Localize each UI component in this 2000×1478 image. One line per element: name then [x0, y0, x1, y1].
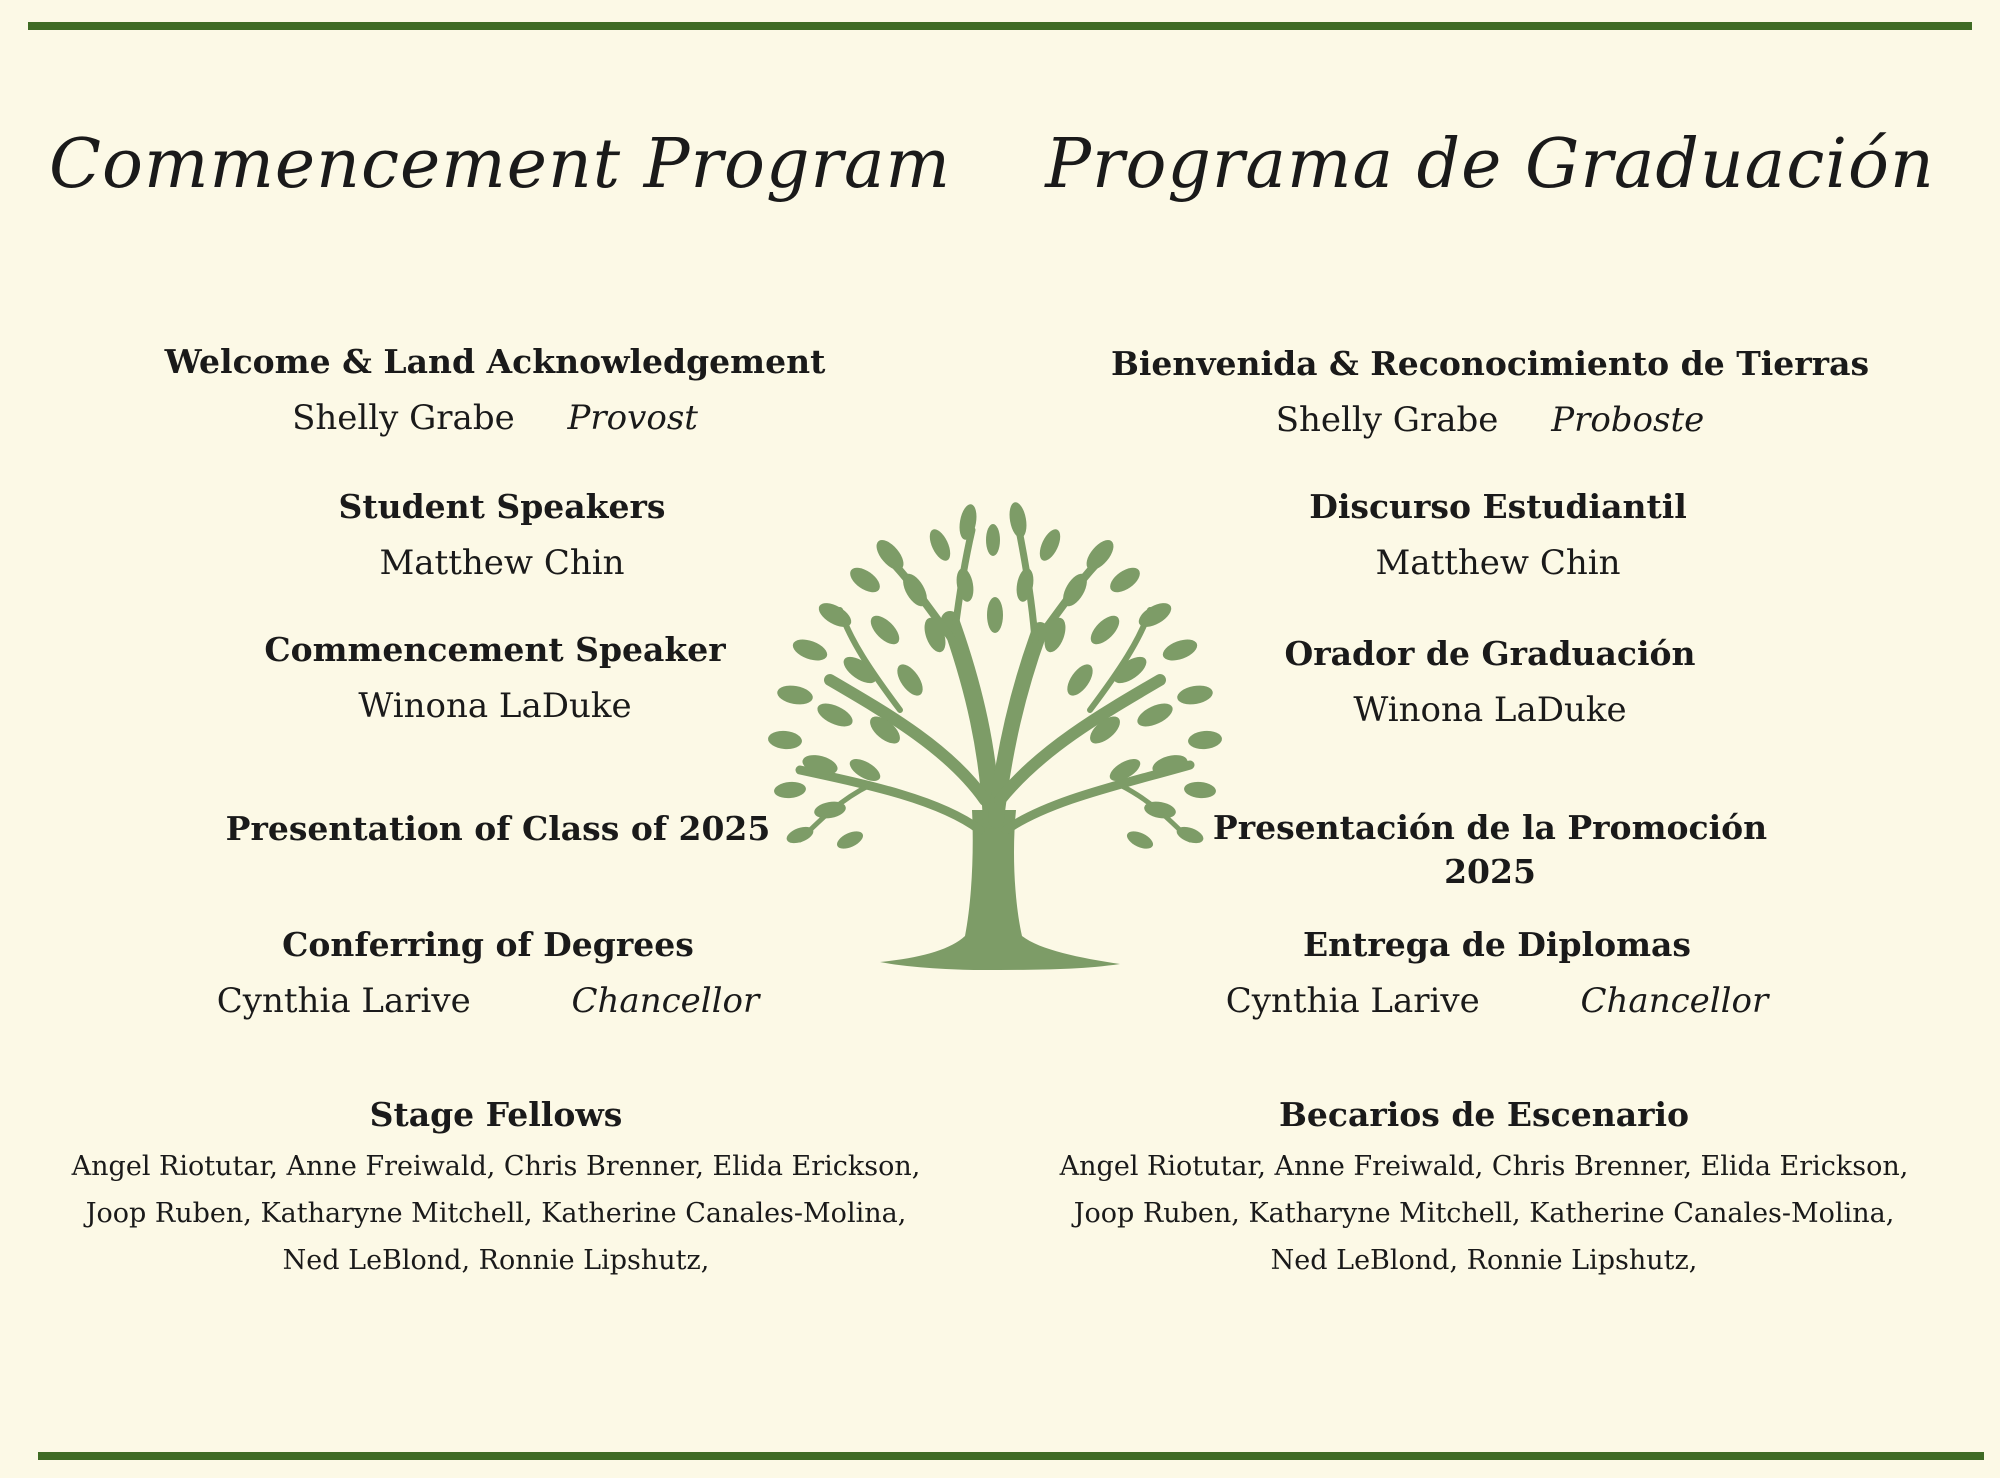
degrees-section-en — [217, 923, 759, 1025]
commencement-speaker-section-en — [264, 628, 725, 730]
student-speakers-heading-es: Discurso Estudiantil — [1309, 487, 1687, 526]
student-speakers-section-es — [1309, 485, 1687, 587]
stage-fellows-names-en — [72, 1143, 921, 1284]
commencement-speaker-person-en: Winona LaDuke — [358, 686, 632, 726]
student-speakers-section-en — [339, 485, 666, 587]
degrees-person-es: Cynthia Larive — [1225, 981, 1480, 1021]
welcome-role-en: Provost — [567, 398, 698, 438]
stage-fellows-line: Ned LeBlond, Ronnie Lipshutz, — [282, 1245, 710, 1276]
student-speaker-person-en: Matthew Chin — [379, 543, 625, 583]
stage-fellows-section-es — [1060, 1093, 1909, 1284]
presentation-section-es — [1213, 806, 1767, 894]
presentation-heading-en: Presentation of Class of 2025 — [225, 809, 771, 848]
degrees-speaker-es — [1226, 977, 1768, 1025]
stage-fellows-line: Joop Ruben, Katharyne Mitchell, Katherine Canales-Molina, — [85, 1198, 907, 1229]
commencement-speaker-heading-es: Orador de Graduación — [1284, 634, 1696, 673]
stage-fellows-line: Joop Ruben, Katharyne Mitchell, Katherine Canales-Molina, — [1073, 1198, 1895, 1229]
student-speakers-heading-en: Student Speakers — [338, 487, 666, 526]
degrees-heading-en: Conferring of Degrees — [282, 925, 694, 964]
presentation-heading-es-line1: Presentación de la Promoción — [1212, 808, 1768, 847]
welcome-section-es — [1111, 342, 1869, 444]
stage-fellows-names-es — [1060, 1143, 1909, 1284]
degrees-role-es: Chancellor — [1580, 981, 1769, 1021]
commencement-speaker-heading-en: Commencement Speaker — [264, 630, 726, 669]
welcome-speaker-es — [1111, 396, 1869, 444]
stage-fellows-line: Angel Riotutar, Anne Freiwald, Chris Brenner, Elida Erickson, — [71, 1151, 921, 1182]
stage-fellows-line: Angel Riotutar, Anne Freiwald, Chris Brenner, Elida Erickson, — [1059, 1151, 1909, 1182]
degrees-role-en: Chancellor — [571, 981, 760, 1021]
stage-fellows-line: Ned LeBlond, Ronnie Lipshutz, — [1270, 1245, 1698, 1276]
stage-fellows-section-en — [72, 1093, 921, 1284]
spanish-title: Programa de Graduación — [1045, 125, 1935, 204]
student-speaker-person-es: Matthew Chin — [1375, 543, 1621, 583]
welcome-section-en — [165, 340, 826, 442]
top-divider — [28, 22, 1972, 30]
tree-icon — [760, 500, 1240, 980]
degrees-heading-es: Entrega de Diplomas — [1303, 925, 1691, 964]
stage-fellows-heading-es: Becarios de Escenario — [1278, 1095, 1690, 1134]
english-title: Commencement Program — [48, 125, 952, 204]
commencement-speaker-person-es: Winona LaDuke — [1353, 690, 1627, 730]
bottom-divider — [38, 1452, 1984, 1460]
commencement-speaker-section-es — [1284, 632, 1695, 734]
welcome-heading-es: Bienvenida & Reconocimiento de Tierras — [1110, 344, 1870, 383]
degrees-speaker-en — [217, 977, 759, 1025]
welcome-heading-en: Welcome & Land Acknowledgement — [164, 342, 826, 381]
welcome-person-es: Shelly Grabe — [1275, 400, 1499, 440]
degrees-person-en: Cynthia Larive — [216, 981, 471, 1021]
welcome-role-es: Proboste — [1551, 400, 1705, 440]
welcome-speaker-en — [165, 394, 826, 442]
welcome-person-en: Shelly Grabe — [292, 398, 515, 438]
degrees-section-es — [1226, 923, 1768, 1025]
presentation-heading-es-line2: 2025 — [1444, 852, 1536, 891]
stage-fellows-heading-en: Stage Fellows — [369, 1095, 623, 1134]
presentation-section-en — [226, 807, 771, 851]
